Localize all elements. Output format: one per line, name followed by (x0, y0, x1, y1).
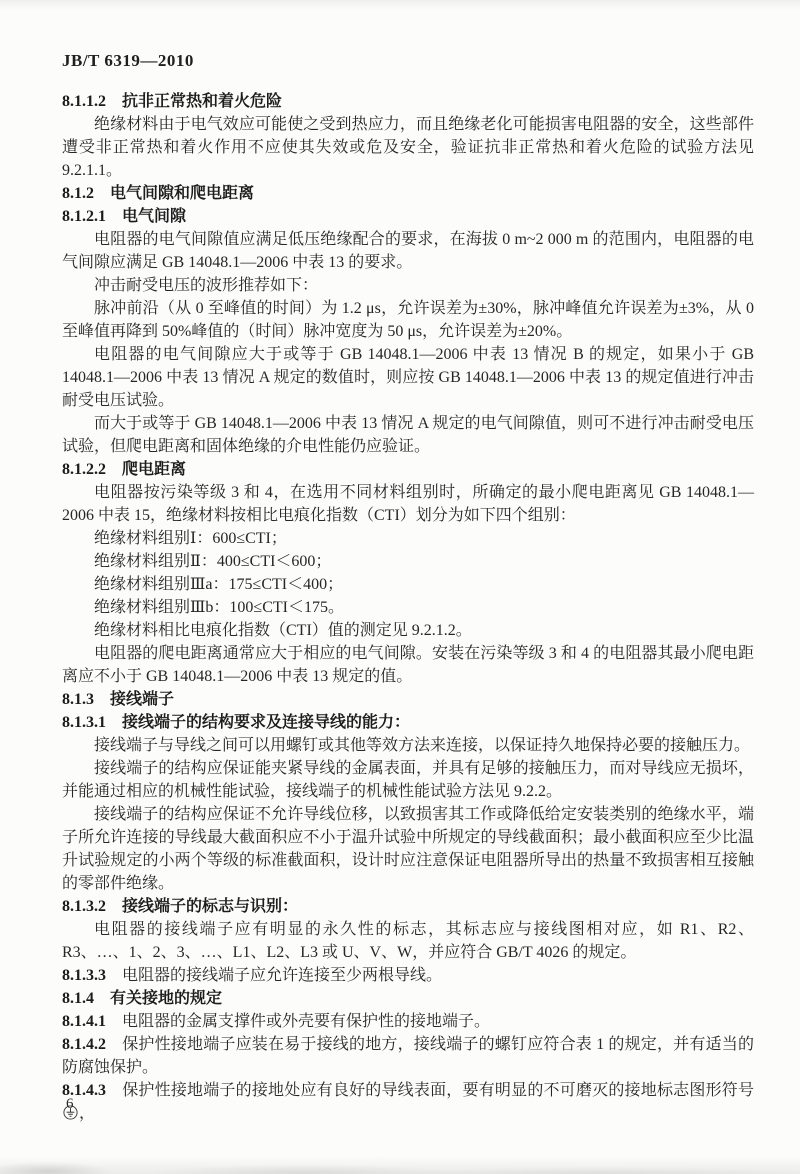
clause-title: 接线端子的结构要求及连接导线的能力： (122, 714, 411, 731)
clause-number: 8.1.2.2 (62, 461, 106, 478)
clause-title: 电气间隙 (122, 208, 187, 225)
clause-number: 8.1.3.1 (62, 714, 106, 731)
clause-heading-8131 (62, 711, 754, 734)
clause-number: 8.1.4.2 (62, 1036, 106, 1053)
clause-title: 抗非正常热和着火危险 (122, 93, 283, 110)
paragraph: 电阻器的接线端子应有明显的永久性的标志，其标志应与接线图相对应，如 R1、R2、R3、…、1、2、3、…、L1、L2、L3 或 U、V、W，并应符合 GB/T 4026 的规定。 (62, 921, 754, 961)
clause-heading-814 (62, 987, 754, 1010)
clause-title: 有关接地的规定 (110, 990, 223, 1007)
clause-heading-8121 (62, 205, 754, 228)
paragraph: 接线端子的结构应保证能夹紧导线的金属表面，并具有足够的接触压力，而对导线应无损坏，并能通过相应的机械性能试验，接线端子的机械性能试验方法见 9.2.2。 (62, 760, 754, 800)
paragraph: 接线端子的结构应保证不允许导线位移，以致损害其工作或降低给定安装类别的绝缘水平，端子所允许连接的导线最大截面积应不小于温升试验中所规定的导线截面积；最小截面积应至少比温升试验规定的小两个等级的标准截面积，设计时应注意保证电阻器所导出的热量不致损害相互接触的零部件绝缘。 (62, 806, 754, 892)
clause-8142 (62, 1033, 754, 1079)
paragraph: 脉冲前沿（从 0 至峰值的时间）为 1.2 μs，允许误差为±30%，脉冲峰值允许误差为±3%，从 0 至峰值再降到 50%峰值的（时间）脉冲宽度为 50 μs，允许误差为±20%。 (62, 300, 754, 340)
clause-text: 保护性接地端子的接地处应有良好的导线表面，要有明显的不可磨灭的接地标志图形符号 (122, 1082, 754, 1099)
list-line-cti-group-2: 绝缘材料组别Ⅱ：400≤CTI＜600； (94, 553, 332, 570)
clause-8133 (62, 964, 754, 987)
clause-8141 (62, 1010, 754, 1033)
paragraph: 电阻器的爬电距离通常应大于相应的电气间隙。安装在污染等级 3 和 4 的电阻器其最小爬电距离应不小于 GB 14048.1—2006 中表 13 规定的值。 (62, 645, 754, 685)
clause-heading-8132 (62, 895, 754, 918)
list-line-cti-group-3a: 绝缘材料组别Ⅲa：175≤CTI＜400； (94, 576, 344, 593)
clause-text: 保护性接地端子应装在易于接线的地方，接线端子的螺钉应符合表 1 的规定，并有适当的防腐蚀保护。 (62, 1036, 754, 1076)
document-body (62, 90, 754, 1125)
clause-number: 8.1.4.3 (62, 1082, 106, 1099)
paragraph: 绝缘材料相比电痕化指数（CTI）值的测定见 9.2.1.2。 (94, 622, 472, 639)
clause-number: 8.1.4.1 (62, 1013, 106, 1030)
clause-number: 8.1.3 (62, 691, 94, 708)
clause-title: 接线端子 (110, 691, 175, 708)
standard-number: JB/T 6319—2010 (62, 51, 194, 70)
list-line-cti-group-3b: 绝缘材料组别Ⅲb：100≤CTI＜175。 (94, 599, 344, 616)
paragraph: 电阻器的电气间隙应大于或等于 GB 14048.1—2006 中表 13 情况 B 的规定，如果小于 GB 14048.1—2006 中表 13 情况 A 规定的数值时，则应按 GB 14048.1—2006 中表 13 的规定值进行冲击耐受电压试验。 (62, 346, 754, 409)
clause-heading-812 (62, 182, 754, 205)
clause-number: 8.1.3.3 (62, 967, 106, 984)
paragraph: 绝缘材料由于电气效应可能使之受到热应力，而且绝缘老化可能损害电阻器的安全，这些部件遭受非正常热和着火作用不应使其失效或危及安全，验证抗非正常热和着火危险的试验方法见 9.2.1.1。 (62, 116, 754, 179)
clause-8143 (62, 1079, 754, 1125)
clause-number: 8.1.4 (62, 990, 94, 1007)
clause-heading-8122 (62, 458, 754, 481)
clause-title: 爬电距离 (122, 461, 187, 478)
clause-text-after-symbol: ， (79, 1105, 96, 1122)
paragraph: 而大于或等于 GB 14048.1—2006 中表 13 情况 A 规定的电气间隙值，则可不进行冲击耐受电压试验，但爬电距离和固体绝缘的介电性能仍应验证。 (62, 415, 754, 455)
clause-number: 8.1.1.2 (62, 93, 106, 110)
clause-number: 8.1.3.2 (62, 898, 106, 915)
clause-heading-813 (62, 688, 754, 711)
clause-title: 电气间隙和爬电距离 (110, 185, 255, 202)
paragraph: 接线端子与导线之间可以用螺钉或其他等效方法来连接，以保证持久地保持必要的接触压力。 (94, 737, 751, 754)
clause-text: 电阻器的金属支撑件或外壳要有保护性的接地端子。 (122, 1013, 491, 1030)
clause-heading-8112 (62, 90, 754, 113)
paragraph: 冲击耐受电压的波形推荐如下： (94, 277, 319, 294)
clause-number: 8.1.2.1 (62, 208, 106, 225)
paragraph: 电阻器按污染等级 3 和 4，在选用不同材料组别时，所确定的最小爬电距离见 GB 14048.1—2006 中表 15，绝缘材料按相比电痕化指数（CTI）划分为如下四个组别： (62, 484, 754, 524)
list-line-cti-group-1: 绝缘材料组别Ⅰ：600≤CTI； (94, 530, 287, 547)
clause-text: 电阻器的接线端子应允许连接至少两根导线。 (122, 967, 443, 984)
paragraph: 电阻器的电气间隙值应满足低压绝缘配合的要求，在海拔 0 m~2 000 m 的范围内，电阻器的电气间隙应满足 GB 14048.1—2006 中表 13 的要求。 (62, 231, 754, 271)
page-number: 6 (66, 1096, 74, 1112)
clause-title: 接线端子的标志与识别： (122, 898, 299, 915)
clause-number: 8.1.2 (62, 185, 94, 202)
